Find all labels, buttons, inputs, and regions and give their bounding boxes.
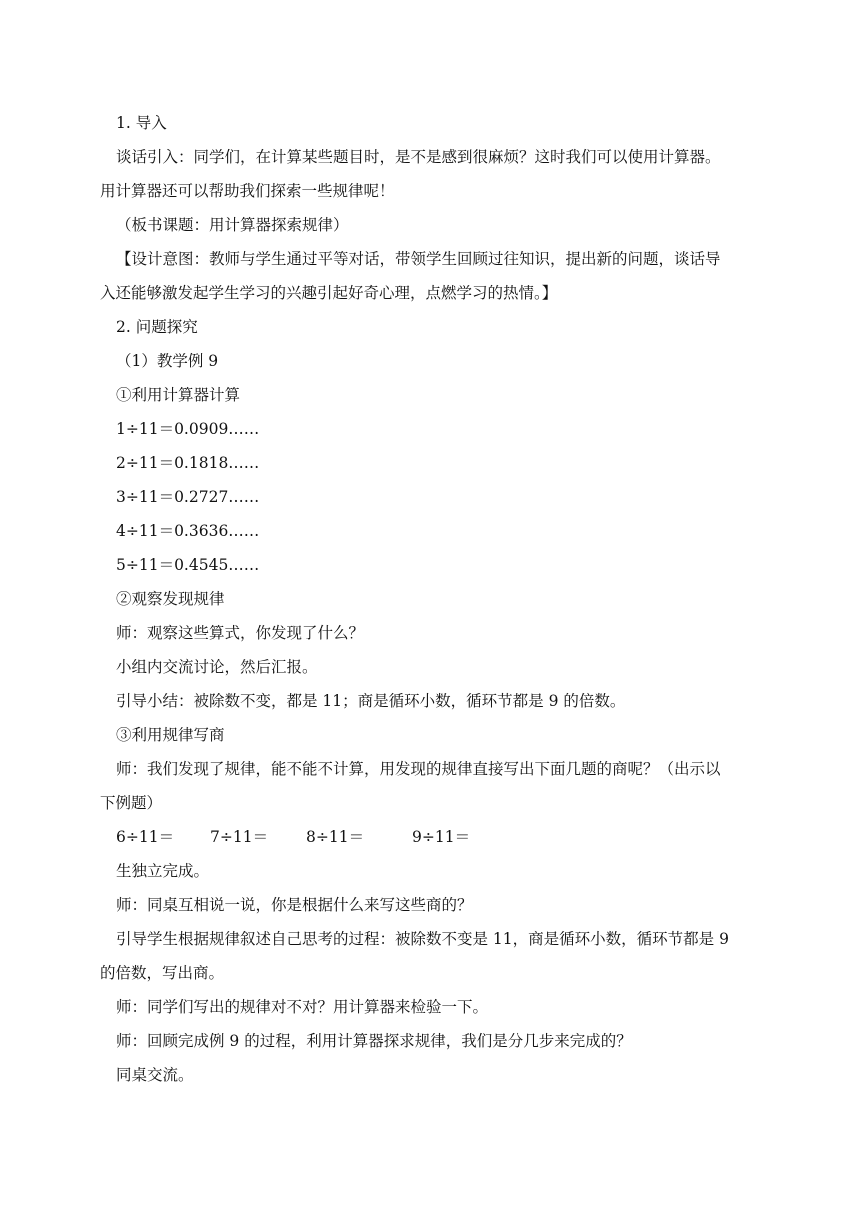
example-problem: 7÷11＝ (210, 828, 269, 846)
teacher-question-5: 师：回顾完成例 9 的过程，利用计算器探求规律，我们是分几步来完成的？ (116, 1032, 632, 1050)
teacher-question-2-line-1: 师：我们发现了规律，能不能不计算，用发现的规律直接写出下面几题的商呢？（出示以 (116, 760, 721, 778)
teacher-question-1: 师：观察这些算式，你发现了什么？ (116, 624, 365, 642)
intro-paragraph-line-2: 用计算器还可以帮助我们探索一些规律呢！ (100, 182, 395, 200)
design-intent-line-1: 【设计意图：教师与学生通过平等对话，带领学生回顾过往知识，提出新的问题，谈话导 (116, 250, 721, 268)
guided-summary: 引导小结：被除数不变，都是 11；商是循环小数，循环节都是 9 的倍数。 (116, 692, 626, 710)
example-problems-row (108, 820, 784, 854)
step-1-heading: ①利用计算器计算 (116, 386, 241, 404)
intro-paragraph-line-1: 谈话引入：同学们，在计算某些题目时，是不是感到很麻烦？这时我们可以使用计算器。 (116, 148, 721, 166)
step-2-heading: ②观察发现规律 (116, 590, 225, 608)
calc-line: 2÷11＝0.1818…… (116, 454, 260, 472)
step-3-heading: ③利用规律写商 (116, 726, 225, 744)
calc-line: 3÷11＝0.2727…… (116, 488, 260, 506)
teacher-question-4: 师：同学们写出的规律对不对？用计算器来检验一下。 (116, 998, 489, 1016)
example-problem: 8÷11＝ (306, 828, 365, 846)
example-problem: 6÷11＝ (116, 828, 175, 846)
design-intent-line-2: 入还能够激发起学生学习的兴趣引起好奇心理，点燃学习的热情。】 (100, 284, 558, 302)
calc-line: 5÷11＝0.4545…… (116, 556, 260, 574)
example-problem: 9÷11＝ (412, 828, 471, 846)
teacher-question-3: 师：同桌互相说一说，你是根据什么来写这些商的？ (116, 896, 473, 914)
guide-line-1: 引导学生根据规律叙述自己思考的过程：被除数不变是 11，商是循环小数，循环节都是 9 (116, 930, 729, 948)
subsection-example-9: （1）教学例 9 (116, 352, 219, 370)
group-discussion: 小组内交流讨论，然后汇报。 (116, 658, 318, 676)
deskmate-exchange: 同桌交流。 (116, 1066, 194, 1084)
section-heading-intro: 1. 导入 (116, 114, 167, 132)
board-title-note: （板书课题：用计算器探索规律） (116, 216, 349, 234)
section-heading-inquiry: 2. 问题探究 (116, 318, 198, 336)
calc-line: 1÷11＝0.0909…… (116, 420, 260, 438)
independent-work: 生独立完成。 (116, 862, 210, 880)
document-body (100, 106, 784, 1092)
teacher-question-2-line-2: 下例题） (100, 794, 163, 812)
guide-line-2: 的倍数，写出商。 (100, 964, 225, 982)
calc-line: 4÷11＝0.3636…… (116, 522, 260, 540)
